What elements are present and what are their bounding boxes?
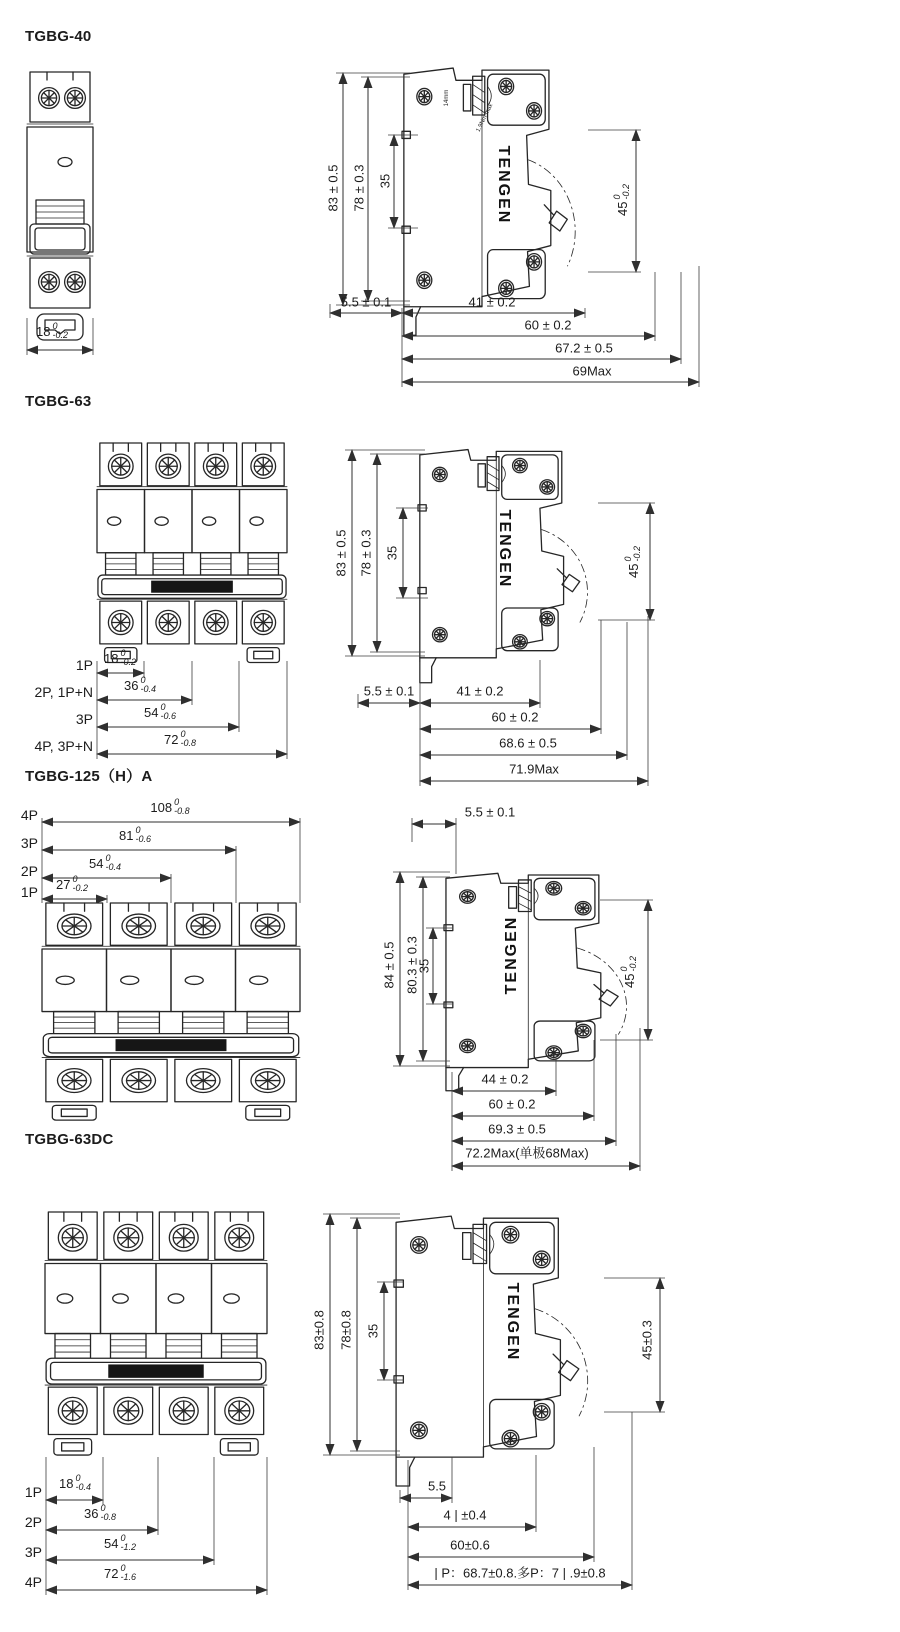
dim-depth-max: 72.2Max(单极68Max) bbox=[465, 1145, 589, 1161]
pole-dim: 108 0 -0.8 bbox=[150, 797, 190, 816]
dim-depth-41: 41 ± 0.2 bbox=[456, 683, 504, 699]
pole-dim: 18 0 -0.4 bbox=[59, 1473, 91, 1492]
dim-rail-35: 35 bbox=[377, 173, 393, 189]
brand-logo: TENGEN bbox=[496, 509, 513, 589]
dim-width-18: 18 0 -0.2 bbox=[36, 321, 68, 340]
dim-inner-height: 78 ± 0.3 bbox=[358, 529, 374, 577]
pole-dim: 54 0 -1.2 bbox=[104, 1533, 136, 1552]
pole-label: 1P bbox=[75, 657, 93, 673]
dim-depth-67: 67.2 ± 0.5 bbox=[555, 340, 613, 356]
pole-dim: 54 0 -0.6 bbox=[144, 702, 176, 721]
brand-logo: TENGEN bbox=[503, 915, 520, 995]
brand-logo: TENGEN bbox=[495, 145, 512, 225]
pole-dim: 27 0 -0.2 bbox=[56, 874, 88, 893]
dim-overall-height: 83 ± 0.5 bbox=[325, 164, 341, 212]
pole-label: 3P bbox=[24, 1544, 42, 1560]
dim-depth-60: 60 ± 0.2 bbox=[491, 709, 539, 725]
dim-lever-45: 45 0 -0.2 bbox=[612, 184, 631, 216]
dim-depth-60: 60±0.6 bbox=[450, 1537, 490, 1553]
torque-max: 1.9Nm max bbox=[475, 102, 495, 134]
dim-depth-41: 4 | ±0.4 bbox=[443, 1507, 487, 1523]
dim-din-offset: 5.5 ± 0.1 bbox=[363, 683, 415, 699]
section-title: TGBG-40 bbox=[25, 28, 92, 45]
dim-depth-60: 60 ± 0.2 bbox=[488, 1096, 536, 1112]
dim-overall-height: 84 ± 0.5 bbox=[381, 941, 397, 989]
dim-depth-max: 71.9Max bbox=[509, 761, 559, 777]
dim-depth-68: 68.6 ± 0.5 bbox=[499, 735, 557, 751]
dim-depth-69: 69.3 ± 0.5 bbox=[488, 1121, 546, 1137]
tgbg-63dc-front-view bbox=[45, 1212, 267, 1455]
dim-din-offset-top: 5.5 ± 0.1 bbox=[464, 804, 516, 820]
pole-dim: 36 0 -0.8 bbox=[84, 1503, 116, 1522]
pole-label: 1P bbox=[24, 1484, 42, 1500]
dim-inner-height: 80.3 ± 0.3 bbox=[404, 936, 420, 994]
pole-label: 3P bbox=[20, 835, 38, 851]
dim-depth-44: 44 ± 0.2 bbox=[481, 1071, 529, 1087]
dim-lever-45: 45±0.3 bbox=[639, 1320, 655, 1360]
pole-label: 2P, 1P+N bbox=[34, 684, 93, 700]
dim-rail-35: 35 bbox=[365, 1323, 381, 1339]
dim-inner-height: 78 ± 0.3 bbox=[351, 164, 367, 212]
pole-label: 4P bbox=[24, 1574, 42, 1590]
tgbg-125-front-view bbox=[42, 903, 300, 1120]
pole-label: 2P bbox=[20, 863, 38, 879]
pole-dim: 36 0 -0.4 bbox=[124, 675, 156, 694]
dim-lever-45: 45 0 -0.2 bbox=[623, 546, 642, 578]
tgbg-125-side-view bbox=[444, 873, 627, 1090]
dim-depth-41: 41 ± 0.2 bbox=[468, 294, 516, 310]
pole-dim: 81 0 -0.6 bbox=[119, 825, 151, 844]
dim-rail-35: 35 bbox=[416, 958, 432, 974]
brand-logo: TENGEN bbox=[504, 1282, 521, 1362]
dim-depth-max: | P：68.7±0.8.多P：7 | .9±0.8 bbox=[434, 1565, 606, 1581]
tgbg-63-front-view bbox=[97, 443, 287, 662]
pole-dim: 72 0 -1.6 bbox=[104, 1563, 136, 1582]
pole-label: 4P bbox=[20, 807, 38, 823]
dim-overall-height: 83±0.8 bbox=[311, 1310, 327, 1350]
section-title: TGBG-63 bbox=[25, 393, 92, 410]
dim-inner-height: 78±0.8 bbox=[338, 1310, 354, 1350]
dim-din-offset: 5.5 bbox=[427, 1478, 447, 1494]
section-title: TGBG-63DC bbox=[25, 1131, 114, 1148]
tgbg-63dc-side-view bbox=[394, 1216, 588, 1486]
dim-depth-60: 60 ± 0.2 bbox=[524, 317, 572, 333]
torque-blade-size: 14mm bbox=[444, 89, 450, 107]
section-title: TGBG-125（H）A bbox=[25, 768, 153, 785]
pole-dim: 54 0 -0.4 bbox=[89, 853, 121, 872]
dim-din-offset: 5.5 ± 0.1 bbox=[340, 294, 392, 310]
pole-label: 3P bbox=[75, 711, 93, 727]
pole-dim: 72 0 -0.8 bbox=[164, 729, 196, 748]
pole-dim: 18 0 -0.2 bbox=[104, 648, 136, 667]
dim-rail-35: 35 bbox=[384, 545, 400, 561]
dim-depth-max: 69Max bbox=[572, 363, 612, 379]
pole-label: 4P, 3P+N bbox=[34, 738, 93, 754]
pole-label: 2P bbox=[24, 1514, 42, 1530]
pole-label: 1P bbox=[20, 884, 38, 900]
dim-lever-45: 45 0 -0.2 bbox=[619, 956, 638, 988]
dim-overall-height: 83 ± 0.5 bbox=[333, 529, 349, 577]
tgbg-40-front-view bbox=[27, 72, 93, 340]
